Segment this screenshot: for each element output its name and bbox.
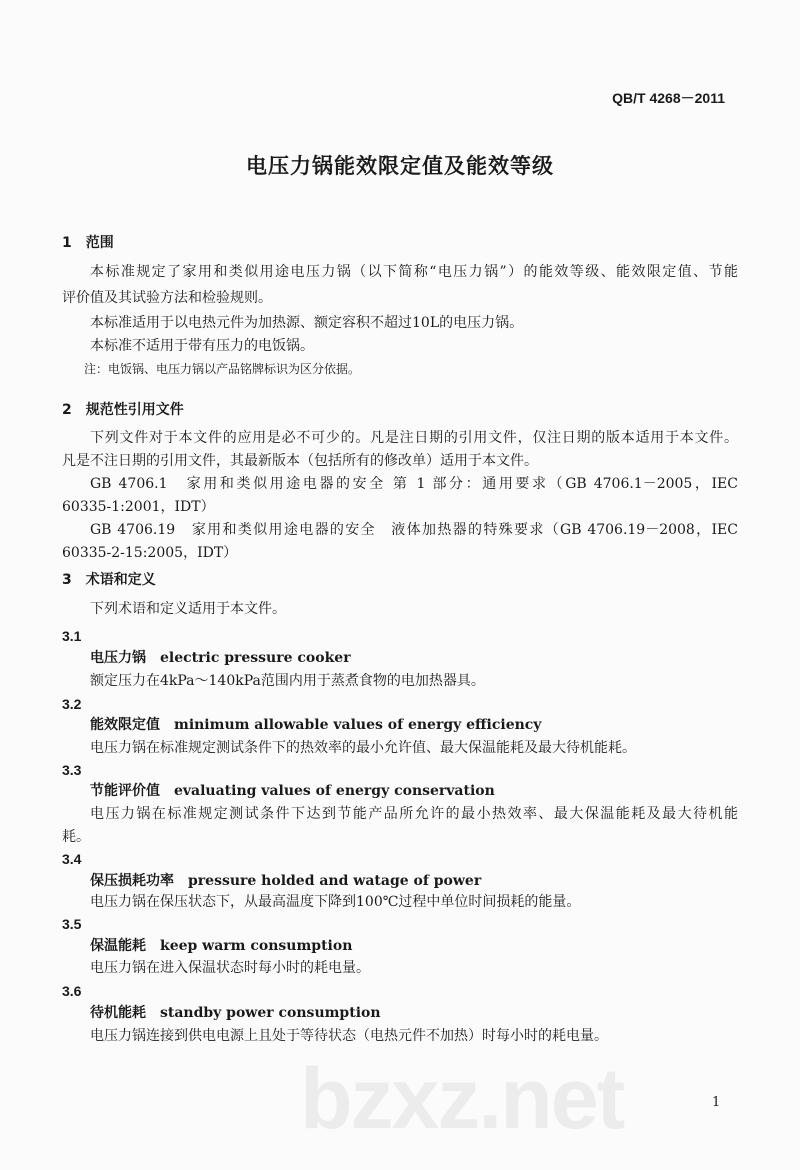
paragraph-line: 凡是不注日期的引用文件，其最新版本（包括所有的修改单）适用于本文件。 [62, 453, 538, 469]
term-title: 节能评价值 evaluating values of energy conservation [90, 783, 495, 799]
note: 注：电饭锅、电压力锅以产品铭牌标识为区分依据。 [84, 362, 361, 376]
term-title: 电压力锅 electric pressure cooker [90, 650, 351, 666]
reference-gb4706-19-cont: 60335-2-15:2005，IDT） [62, 545, 238, 561]
term-definition-cont: 耗。 [62, 829, 90, 845]
term-definition: 电压力锅在标准规定测试条件下达到节能产品所允许的最小热效率、最大保温能耗及最大待机能 [90, 806, 738, 822]
reference-gb4706-19: GB 4706.19 家用和类似用途电器的安全 液体加热器的特殊要求（GB 4706.19－2008，IEC [90, 522, 738, 538]
term-title: 保温能耗 keep warm consumption [90, 938, 353, 954]
paragraph: 本标准不适用于带有压力的电饭锅。 [90, 338, 314, 354]
clause-number: 3.4 [62, 851, 82, 867]
standard-code: QB/T 4268－2011 [612, 90, 725, 106]
document-title: 电压力锅能效限定值及能效等级 [246, 154, 554, 178]
section-3-heading: 3 术语和定义 [62, 572, 156, 588]
paragraph-line: 下列文件对于本文件的应用是必不可少的。凡是注日期的引用文件，仅注日期的版本适用于本文件。 [90, 430, 738, 446]
reference-gb4706-1: GB 4706.1 家用和类似用途电器的安全 第 1 部分：通用要求（GB 4706.1－2005，IEC [90, 476, 738, 492]
clause-number: 3.6 [62, 983, 82, 999]
clause-number: 3.5 [62, 916, 82, 932]
term-definition: 电压力锅连接到供电电源上且处于等待状态（电热元件不加热）时每小时的耗电量。 [90, 1028, 608, 1044]
term-definition: 额定压力在4kPa～140kPa范围内用于蒸煮食物的电加热器具。 [90, 673, 485, 689]
term-title: 保压损耗功率 pressure holded and watage of power [90, 873, 482, 889]
paragraph-line: 评价值及其试验方法和检验规则。 [62, 290, 272, 306]
term-title: 能效限定值 minimum allowable values of energy efficiency [90, 717, 542, 733]
term-definition: 电压力锅在保压状态下，从最高温度下降到100℃过程中单位时间损耗的能量。 [90, 894, 581, 910]
paragraph-line: 本标准规定了家用和类似用途电压力锅（以下简称“电压力锅”）的能效等级、能效限定值、节能 [90, 264, 738, 280]
watermark: bzxz.net [300, 1056, 624, 1142]
term-definition: 电压力锅在进入保温状态时每小时的耗电量。 [90, 960, 370, 976]
clause-number: 3.3 [62, 762, 82, 778]
term-definition: 电压力锅在标准规定测试条件下的热效率的最小允许值、最大保温能耗及最大待机能耗。 [90, 740, 636, 756]
clause-number: 3.2 [62, 696, 82, 712]
section-1-heading: 1 范围 [62, 235, 114, 251]
page-number: 1 [712, 1095, 721, 1110]
section-2-heading: 2 规范性引用文件 [62, 402, 184, 418]
paragraph: 下列术语和定义适用于本文件。 [90, 601, 286, 617]
paragraph: 本标准适用于以电热元件为加热源、额定容积不超过10L的电压力锅。 [90, 315, 524, 331]
term-title: 待机能耗 standby power consumption [90, 1005, 381, 1021]
reference-gb4706-1-cont: 60335-1:2001，IDT） [62, 499, 215, 515]
clause-number: 3.1 [62, 628, 82, 644]
